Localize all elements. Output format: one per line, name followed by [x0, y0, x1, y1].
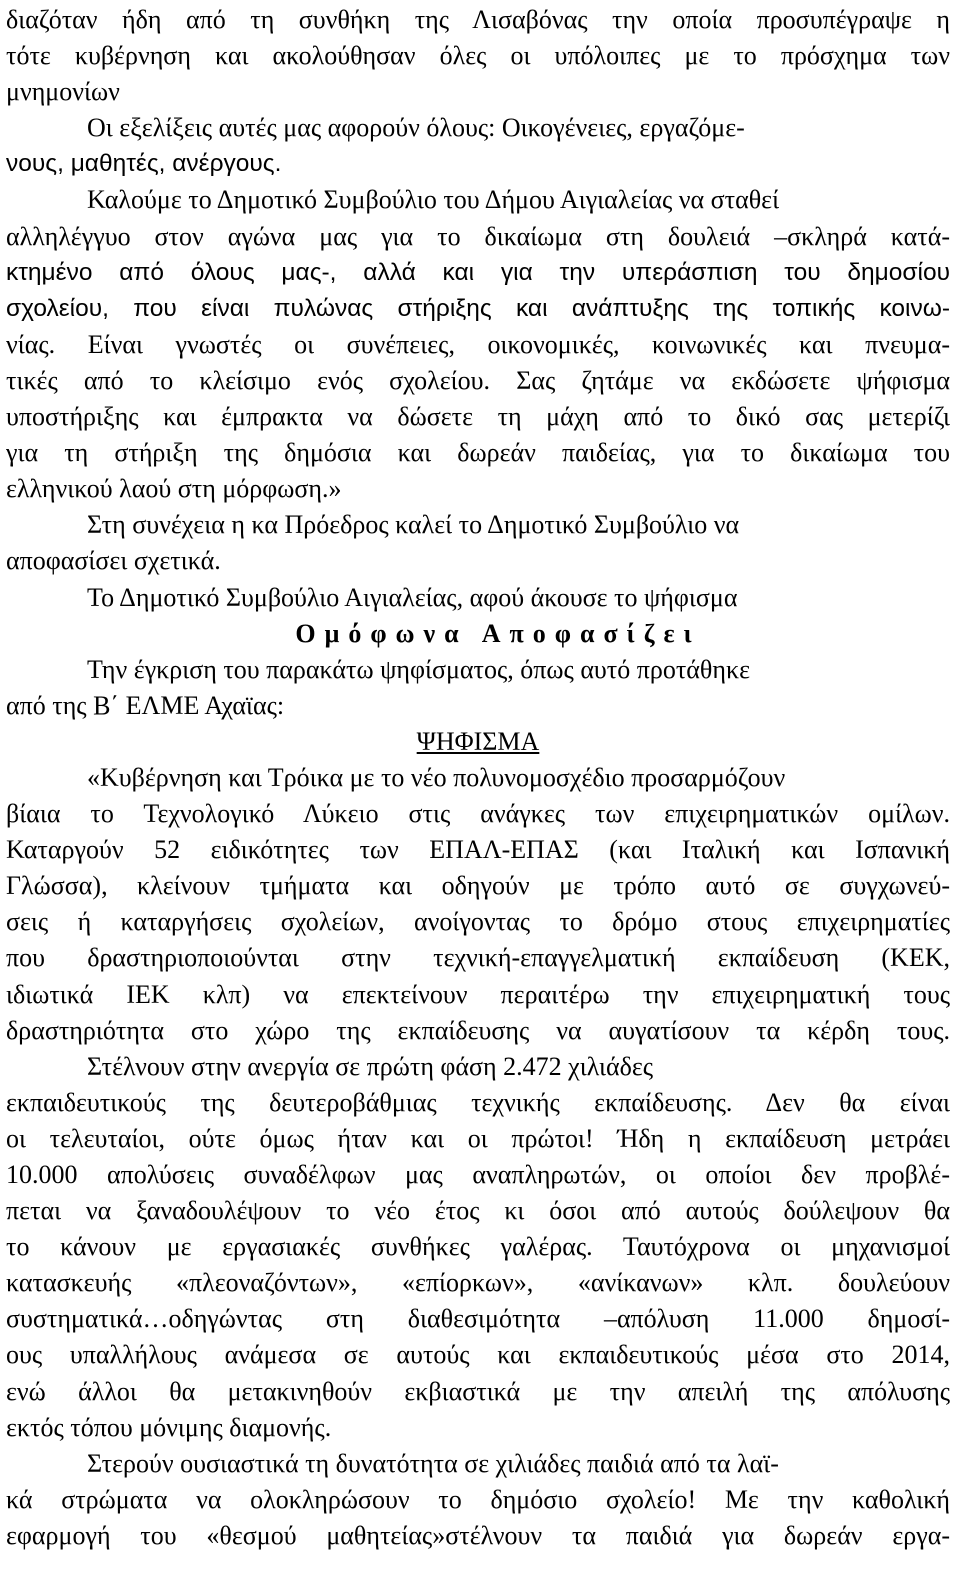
text-line: εκτός τόπου μόνιμης διαμονής. [6, 1412, 332, 1442]
text-line: σχολείου, που είναι πυλώνας στήριξης και ανάπτυξης της τοπικής κοινω- [6, 294, 950, 322]
text-line: ελληνικού λαού στη μόρφωση.» [6, 474, 342, 504]
text-line: σεις ή καταργήσεις σχολείων, ανοίγοντας το δρόμο στους επιχειρηματίες [6, 907, 950, 937]
paragraph-start-line: Στη συνέχεια η κα Πρόεδρος καλεί το Δημοτικό Συμβούλιο να [87, 510, 740, 540]
text-line: διαζόταν ήδη από τη συνθήκη της Λισαβόνας την οποία προσυπέγραψε η [6, 5, 950, 34]
document-body [6, 2, 950, 1554]
paragraph-start-line: Οι εξελίξεις αυτές μας αφορούν όλους: Οικογένειες, εργαζόμε- [87, 113, 745, 143]
text-line: για τη στήριξη της δημόσια και δωρεάν παιδείας, για το δικαίωμα του [6, 438, 950, 468]
paragraph-start-line: Καλούμε το Δημοτικό Συμβούλιο του Δήμου Αιγιαλείας να σταθεί [87, 185, 780, 215]
text-line: συστηματικά…οδηγώντας στη διαθεσιμότητα –απόλυση 11.000 δημοσί- [6, 1304, 950, 1334]
text-line: νους, μαθητές, ανέργους. [6, 150, 282, 178]
text-line: 10.000 απολύσεις συναδέλφων μας αναπληρωτών, οι οποίοι δεν προβλέ- [6, 1160, 950, 1189]
text-line: αλληλέγγυο στον αγώνα μας για το δικαίωμα στη δουλειά –σκληρά κατά- [6, 221, 950, 251]
text-line: εφαρμογή του «θεσμού μαθητείας»στέλνουν τα παιδιά για δωρεάν εργα- [6, 1520, 950, 1550]
text-line: δραστηριότητα στο χώρο της εκπαίδευσης να αυγατίσουν τα κέρδη τους. [6, 1015, 950, 1045]
text-line: ιδιωτικά ΙΕΚ κλπ) να επεκτείνουν περαιτέρω την επιχειρηματική τους [6, 979, 950, 1009]
text-line: νίας. Είναι γνωστές οι συνέπειες, οικονομικές, κοινωνικές και πνευμα- [6, 329, 950, 359]
text-line: ους υπαλλήλους ανάμεσα σε αυτούς και εκπαιδευτικούς μέσα στο 2014, [6, 1340, 950, 1370]
paragraph-start-line: Την έγκριση του παρακάτω ψηφίσματος, όπως αυτό προτάθηκε [87, 654, 750, 684]
text-line: αποφασίσει σχετικά. [6, 546, 221, 576]
text-line: μνημονίων [6, 77, 120, 107]
text-line: υποστήριξης και έμπρακτα να δώσετε τη μάχη από το δικό σας μετερίζι [6, 402, 950, 432]
decision-heading: Ομόφωνα Αποφασίζει [295, 618, 701, 648]
text-line: κά στρώματα να ολοκληρώσουν το δημόσιο σχολείο! Με την καθολική [6, 1484, 950, 1514]
text-line: βίαια το Τεχνολογικό Λύκειο στις ανάγκες των επιχειρηματικών ομίλων. [6, 799, 950, 829]
resolution-title: ΨΗΦΙΣΜΑ [416, 726, 540, 756]
paragraph-start-line: Στερούν ουσιαστικά τη δυνατότητα σε χιλιάδες παιδιά από τα λαϊ- [87, 1448, 779, 1478]
text-line: εκπαιδευτικούς της δευτεροβάθμιας τεχνικής εκπαίδευσης. Δεν θα είναι [6, 1087, 950, 1117]
text-line: τότε κυβέρνηση και ακολούθησαν όλες οι υπόλοιπες με το πρόσχημα των [6, 41, 950, 71]
text-line: το κάνουν με εργασιακές συνθήκες γαλέρας. Ταυτόχρονα οι μηχανισμοί [6, 1232, 950, 1262]
text-line: Καταργούν 52 ειδικότητες των ΕΠΑΛ-ΕΠΑΣ (και Ιταλική και Ισπανική [6, 835, 950, 865]
resolution-title-line [6, 724, 950, 760]
text-line: οι τελευταίοι, ούτε όμως ήταν και οι πρώτοι! Ήδη η εκπαίδευση μετράει [6, 1123, 950, 1153]
paragraph-start-line: Το Δημοτικό Συμβούλιο Αιγιαλείας, αφού άκουσε το ψήφισμα [87, 582, 738, 612]
paragraph-start-line: Στέλνουν στην ανεργία σε πρώτη φάση 2.472 χιλιάδες [87, 1051, 654, 1081]
text-line: από της Β΄ ΕΛΜΕ Αχαϊας: [6, 690, 285, 720]
text-line: Γλώσσα), κλείνουν τμήματα και οδηγούν με τρόπο αυτό σε συγχωνεύ- [6, 871, 950, 901]
text-line: κατασκευής «πλεοναζόντων», «επίορκων», «ανίκανων» κλπ. δουλεύουν [6, 1268, 950, 1298]
paragraph-start-line: «Κυβέρνηση και Τρόικα με το νέο πολυνομοσχέδιο προσαρμόζουν [87, 762, 786, 792]
text-line: πεται να ξαναδουλέψουν το νέο έτος κι όσοι από αυτούς δούλεψουν θα [6, 1196, 950, 1226]
text-line: τικές από το κλείσιμο ενός σχολείου. Σας ζητάμε να εκδώσετε ψήφισμα [6, 365, 950, 395]
text-line: ενώ άλλοι θα μετακινηθούν εκβιαστικά με την απειλή της απόλυσης [6, 1376, 950, 1406]
text-line: που δραστηριοποιούνται στην τεχνική-επαγγελματική εκπαίδευση (ΚΕΚ, [6, 943, 950, 973]
text-line: κτημένο από όλους μας-, αλλά και για την υπεράσπιση του δημοσίου [6, 258, 950, 286]
